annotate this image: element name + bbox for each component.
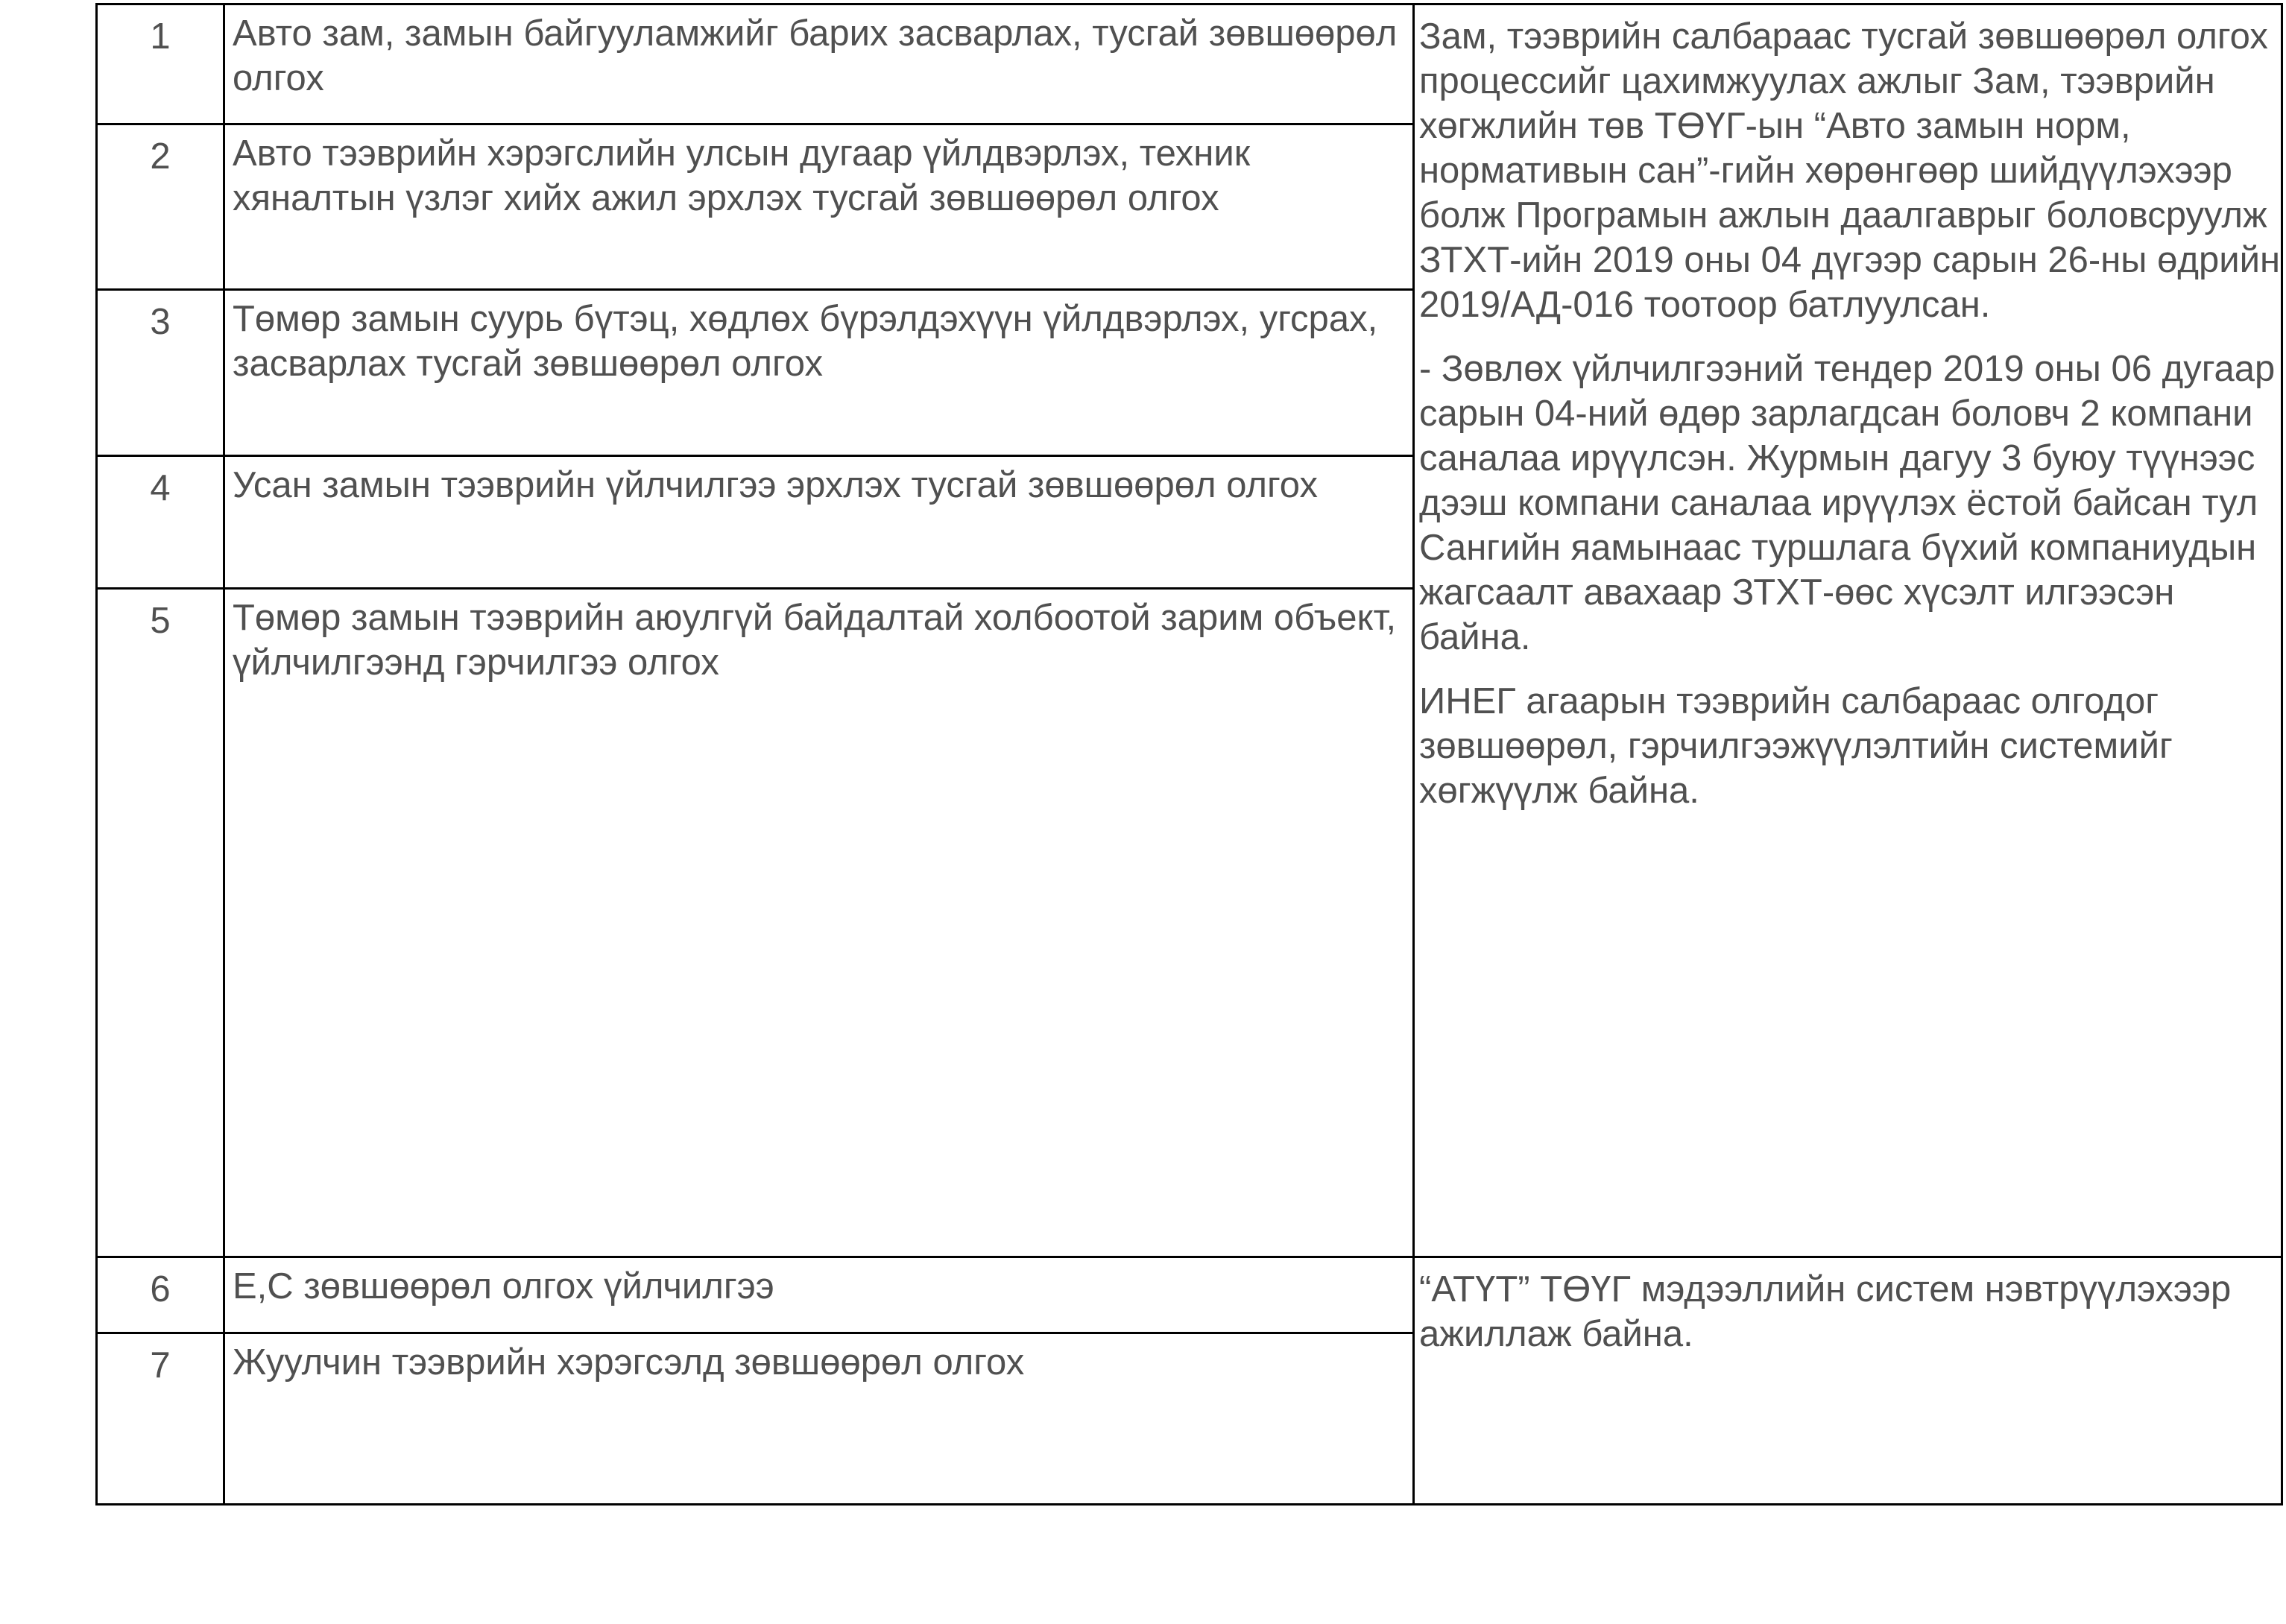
- row-number-cell: 3: [97, 290, 224, 456]
- status-cell-rows-1-5: [1414, 4, 2282, 1257]
- status-cell-rows-6-7: [1414, 1257, 2282, 1505]
- row-number-cell: 2: [97, 124, 224, 290]
- service-cell: Усан замын тээврийн үйлчилгээ эрхлэх тусгай зөвшөөрөл олгох: [224, 456, 1414, 589]
- row-number-cell: 4: [97, 456, 224, 589]
- status-paragraph: “АТҮТ” ТӨҮГ мэдээллийн систем нэвтрүүлэхээр ажиллаж байна.: [1419, 1269, 2232, 1354]
- row-number-cell: 5: [97, 589, 224, 1257]
- service-cell: Авто тээврийн хэрэгслийн улсын дугаар үйлдвэрлэх, техник хяналтын үзлэг хийх ажил эрхлэх тусгай зөвшөөрөл олгох: [224, 124, 1414, 290]
- service-cell: Төмөр замын суурь бүтэц, хөдлөх бүрэлдэхүүн үйлдвэрлэх, угсрах, засварлах тусгай зөвшөөрөл олгох: [224, 290, 1414, 456]
- service-cell: Е,С зөвшөөрөл олгох үйлчилгээ: [224, 1257, 1414, 1333]
- row-number-cell: 6: [97, 1257, 224, 1333]
- row-number-cell: 7: [97, 1333, 224, 1505]
- service-cell: Төмөр замын тээврийн аюулгүй байдалтай холбоотой зарим объект, үйлчилгээнд гэрчилгээ олгох: [224, 589, 1414, 1257]
- services-table: [95, 3, 2283, 1505]
- service-cell: Авто зам, замын байгууламжийг барих засварлах, тусгай зөвшөөрөл олгох: [224, 4, 1414, 124]
- status-paragraph: ИНЕГ агаарын тээврийн салбараас олгодог зөвшөөрөл, гэрчилгээжүүлэлтийн системийг хөгжүүлж байна.: [1419, 681, 2173, 811]
- table-row: [97, 1257, 2282, 1333]
- table-row: [97, 4, 2282, 124]
- status-paragraph: Зам, тээврийн салбараас тусгай зөвшөөрөл олгох процессийг цахимжуулах ажлыг Зам, тээврийн хөгжлийн төв ТӨҮГ-ын “Авто замын норм, нормативын сан”-гийн хөрөнгөөр шийдүүлэхээр болж Програмын ажлын даалгаврыг боловсруулж ЗТХТ-ийн 2019 оны 04 дүгээр сарын 26-ны өдрийн 2019/АД-016 тоотоор батлуулсан.: [1419, 16, 2281, 325]
- service-cell: Жуулчин тээврийн хэрэгсэлд зөвшөөрөл олгох: [224, 1333, 1414, 1505]
- status-paragraph: - Зөвлөх үйлчилгээний тендер 2019 оны 06 дугаар сарын 04-ний өдөр зарлагдсан боловч 2 компани саналаа ирүүлсэн. Журмын дагуу 3 буюу түүнээс дээш компани саналаа ирүүлэх ёстой байсан тул Сангийн яамынаас туршлага бүхий компаниудын жагсаалт авахаар ЗТХТ-өөс хүсэлт илгээсэн байна.: [1419, 349, 2276, 657]
- row-number-cell: 1: [97, 4, 224, 124]
